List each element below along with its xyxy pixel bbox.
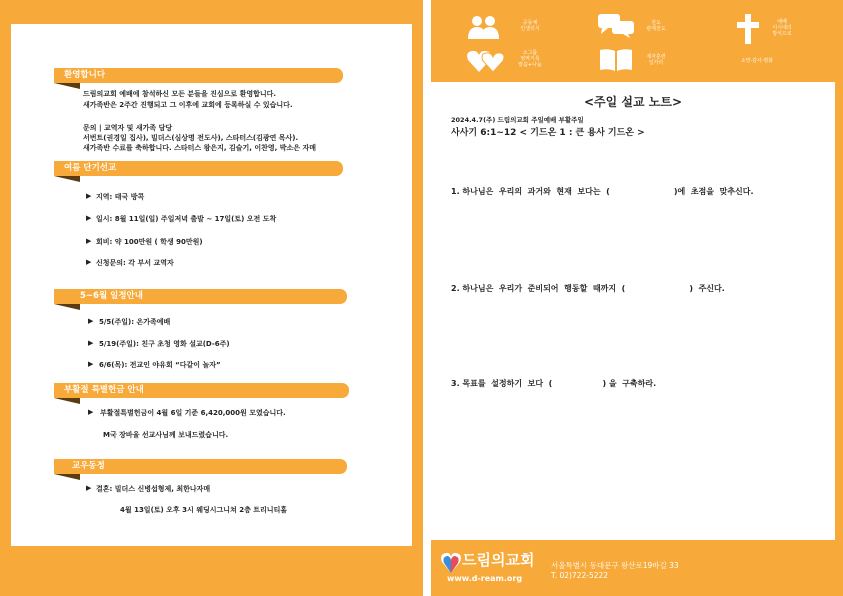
sermon-point: 2. 하나님은 우리가 준비되어 행동할 때까지 ( ) 주신다.: [451, 284, 725, 293]
section-tab-shadow: [54, 83, 80, 89]
section-tab-shadow: [54, 176, 80, 182]
list-item: 회비: 약 100만원 ( 학생 90만원): [96, 238, 203, 246]
list-item: 결혼: 빌더스 신병섭형제, 최한나자매: [96, 485, 211, 493]
bullet-arrow-icon: ▶: [86, 237, 92, 245]
section-title-welcome: 환영합니다: [54, 68, 343, 83]
section-title-offering: 부활절 특별헌금 안내: [54, 383, 349, 398]
bullet-arrow-icon: ▶: [88, 339, 94, 347]
bullet-arrow-icon: ▶: [86, 214, 92, 222]
icon-label: 공동체 인생의식: [520, 20, 540, 32]
church-name: 드림의교회: [462, 551, 535, 569]
list-item-extra: M국 장바울 선교사님께 보내드렸습니다.: [103, 431, 229, 439]
bullet-arrow-icon: ▶: [86, 484, 92, 492]
section-title-mission: 여름 단기선교: [54, 161, 343, 176]
sermon-title: <주일 설교 노트>: [583, 95, 683, 109]
church-logo: [440, 550, 462, 574]
list-item: 일시: 8월 11일(일) 주일저녁 출발 ~ 17일(토) 오전 도착: [96, 215, 277, 223]
bullet-arrow-icon: ▶: [88, 317, 94, 325]
section-title-news: 교우동정: [54, 459, 347, 474]
icon-label: 전도 관계전도: [646, 20, 666, 32]
list-item: 5/19(주일): 친구 초청 영화 설교(D-6주): [99, 340, 230, 348]
church-phone: T. 02)722-5222: [551, 571, 609, 580]
church-url[interactable]: www.d-ream.org: [447, 574, 523, 583]
welcome-line: 새가족반 수료를 축하합니다. 스타터스 왕은지, 김슬기, 이찬영, 박소은 자매: [83, 144, 316, 152]
sermon-point: 1. 하나님은 우리의 과거와 현재 보다는 ( )에 초점을 맞추신다.: [451, 187, 754, 196]
welcome-line: 드림의교회 예배에 참석하신 모든 분들을 진심으로 환영합니다.: [83, 90, 277, 98]
section-tab-shadow: [54, 474, 80, 480]
section-tab-shadow: [54, 398, 80, 404]
book-icon: [599, 48, 633, 72]
list-item: 지역: 태국 방콕: [96, 193, 145, 201]
people-icon: [466, 14, 502, 40]
sermon-date: 2024.4.7(주) 드림의교회 주일예배 부활주일: [451, 116, 584, 124]
welcome-line: 문의 | 교역자 및 새가족 담당: [83, 124, 173, 132]
welcome-line: 서번트(권경일 집사), 빌더스(심상명 전도사), 스타터스(김광연 목사).: [83, 134, 299, 142]
list-item: 신청문의: 각 부서 교역자: [96, 259, 174, 267]
sermon-passage: 사사기 6:1~12 < 기드온 1 : 큰 용사 기드온 >: [451, 128, 645, 138]
list-item: 5/5(주일): 온가족예배: [99, 318, 171, 326]
welcome-line: 새가족반은 2주간 진행되고 그 이후에 교회에 등록하실 수 있습니다.: [83, 101, 293, 109]
section-title-schedule: 5~6월 일정안내: [54, 289, 347, 304]
sermon-note-area: [431, 82, 835, 540]
bullet-arrow-icon: ▶: [88, 408, 94, 416]
cross-icon: [735, 13, 761, 45]
icon-label: 예배 이시대의 방식으로: [772, 19, 792, 37]
church-address: 서울특별시 동대문구 왕산로19바길 33: [551, 561, 679, 570]
bullet-arrow-icon: ▶: [86, 258, 92, 266]
sermon-point: 3. 목표를 설정하기 보다 ( ) 을 구축하라.: [451, 379, 657, 388]
hearts-icon: [466, 49, 506, 73]
list-item: 6/6(목): 전교인 야유회 “다같이 놀자”: [99, 361, 221, 369]
chat-icon: [597, 13, 635, 39]
section-tab-shadow: [54, 304, 80, 310]
icon-label: 제자훈련 일자리: [646, 54, 666, 66]
icon-label: 소망·감사·평화: [740, 58, 774, 64]
bullet-arrow-icon: ▶: [88, 360, 94, 368]
bullet-arrow-icon: ▶: [86, 192, 92, 200]
icon-label: 소그룹 영역기록 말씀+나눔: [518, 50, 542, 68]
list-item: 부활절특별헌금이 4월 6일 기준 6,420,000원 모였습니다.: [100, 409, 286, 417]
list-item-extra: 4월 13일(토) 오후 3시 웨딩시그니쳐 2층 트리니티홀: [120, 506, 288, 514]
